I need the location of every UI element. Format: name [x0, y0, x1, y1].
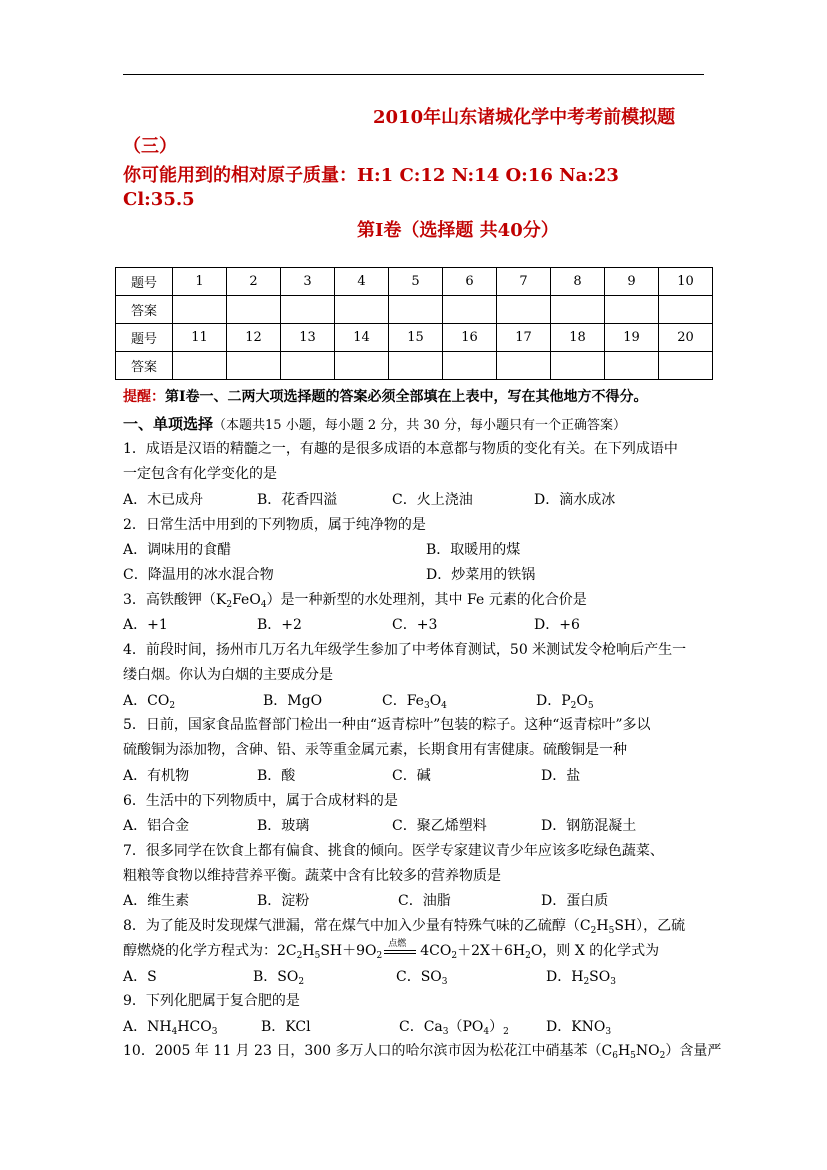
option: B．酸	[257, 768, 296, 784]
question-number: 11	[173, 324, 227, 352]
reaction-condition: 点燃	[388, 939, 407, 949]
option: D．炒菜用的铁锅	[426, 567, 536, 583]
question-number: 15	[389, 324, 443, 352]
option: B．取暖用的煤	[426, 542, 521, 558]
question-number: 20	[659, 324, 713, 352]
answer-cell[interactable]	[173, 352, 227, 380]
question-text: 2．日常生活中用到的下列物质，属于纯净物的是	[123, 517, 426, 533]
text-span: 3．高铁酸钾（K	[123, 592, 227, 608]
answer-cell[interactable]	[335, 352, 389, 380]
exam-title-part: （三）	[123, 136, 177, 157]
text-span: D．P	[536, 693, 571, 709]
table-row	[116, 268, 713, 296]
text-span: C．SO	[396, 969, 442, 985]
text-span: ）含量严	[665, 1043, 722, 1059]
option: C．碱	[392, 768, 431, 784]
question-number: 4	[335, 268, 389, 296]
question-number: 8	[551, 268, 605, 296]
equals-line	[384, 950, 416, 951]
option: B．MgO	[263, 693, 323, 709]
text-span: SH），乙硫	[614, 918, 686, 934]
option: B．$SO_2$	[253, 969, 305, 987]
header-rule	[123, 74, 704, 75]
atomic-mass-line-2: Cl:35.5	[123, 189, 195, 210]
text-span: （PO	[448, 1019, 484, 1035]
answer-cell[interactable]	[497, 352, 551, 380]
text-span: O，则 X 的化学式为	[530, 943, 660, 959]
question-number: 1	[173, 268, 227, 296]
text-span: ）是一种新型的水处理剂，其中 Fe 元素的化合价是	[266, 592, 587, 608]
option: B．淀粉	[257, 893, 310, 909]
text-span: A．NH	[123, 1019, 172, 1035]
equals-line	[384, 953, 416, 954]
question-number: 13	[281, 324, 335, 352]
text-span: SH＋9O	[320, 943, 377, 959]
row-label: 题号	[116, 268, 173, 296]
option: A．维生素	[123, 893, 190, 909]
question-text: 硫酸铜为添加物，含砷、铅、汞等重金属元素，长期食用有害健康。硫酸铜是一种	[123, 742, 627, 758]
part1-heading-line	[123, 413, 626, 434]
option: A．有机物	[123, 768, 190, 784]
answer-cell[interactable]	[227, 296, 281, 324]
option: B．玻璃	[257, 818, 310, 834]
row-label: 题号	[116, 324, 173, 352]
text-span: SO	[589, 969, 611, 985]
table-row	[116, 352, 713, 380]
text-span: C．Ca	[399, 1019, 443, 1035]
text-span: ）	[489, 1019, 504, 1035]
answer-cell[interactable]	[281, 352, 335, 380]
table-row	[116, 296, 713, 324]
option: D．蛋白质	[541, 893, 609, 909]
part1-note: （本题共15 小题，每小题 2 分，共 30 分，每小题只有一个正确答案）	[213, 418, 627, 433]
option: D．$H_2SO_3$	[546, 969, 616, 987]
answer-cell[interactable]	[227, 352, 281, 380]
option: D．钢筋混凝土	[541, 818, 637, 834]
section-title: 第Ⅰ卷（选择题 共40分）	[357, 220, 559, 241]
answer-cell[interactable]	[605, 296, 659, 324]
answer-cell[interactable]	[605, 352, 659, 380]
option: D．$P_2O_5$	[536, 693, 594, 711]
question-number: 3	[281, 268, 335, 296]
question-number: 16	[443, 324, 497, 352]
question-number: 9	[605, 268, 659, 296]
text-span: NO	[635, 1043, 660, 1059]
question-text: 7．很多同学在饮食上都有偏食、挑食的倾向。医学专家建议青少年应该多吃绿色蔬菜、	[123, 843, 664, 859]
part1-heading: 一、单项选择	[123, 415, 214, 433]
text-span: HCO	[177, 1019, 212, 1035]
option: A．+1	[123, 617, 168, 633]
answer-cell[interactable]	[335, 296, 389, 324]
question-number: 12	[227, 324, 281, 352]
text-span: FeO	[232, 592, 261, 608]
text-span: B．SO	[253, 969, 299, 985]
option: C．聚乙烯塑料	[392, 818, 487, 834]
option: A．调味用的食醋	[123, 542, 232, 558]
answer-cell[interactable]	[659, 296, 713, 324]
question-number: 2	[227, 268, 281, 296]
answer-cell[interactable]	[389, 352, 443, 380]
answer-table	[115, 267, 713, 380]
text-span: 4CO	[420, 943, 452, 959]
text-span: 10．2005 年 11 月 23 日，300 多万人口的哈尔滨市因为松花江中硝基苯（C	[123, 1043, 613, 1059]
text-span: H	[596, 918, 609, 934]
option: C．$Ca_3(PO_4)_2$	[399, 1019, 509, 1037]
answer-cell[interactable]	[173, 296, 227, 324]
question-text: 9．下列化肥属于复合肥的是	[123, 993, 300, 1009]
text-span: O	[576, 693, 588, 709]
option: A．铝合金	[123, 818, 190, 834]
question-text: 10．2005 年 11 月 23 日，300 多万人口的哈尔滨市因为松花江中硝基苯$(C_6H_5NO_2)$含量严	[123, 1043, 722, 1061]
option: C．$SO_3$	[396, 969, 448, 987]
exam-title: 2010年山东诸城化学中考考前模拟题	[373, 107, 676, 128]
question-text: 1．成语是汉语的精髓之一，有趣的是很多成语的本意都与物质的变化有关。在下列成语中	[123, 441, 678, 457]
answer-cell[interactable]	[281, 296, 335, 324]
option: A．$NH_4HCO_3$	[123, 1019, 218, 1037]
hint-label: 提醒：	[123, 389, 165, 405]
question-number: 18	[551, 324, 605, 352]
reaction-arrow	[382, 939, 420, 958]
question-text: 4．前段时间，扬州市几万名九年级学生参加了中考体育测试，50 米测试发令枪响后产生一	[123, 642, 687, 658]
question-text: 6．生活中的下列物质中，属于合成材料的是	[123, 793, 398, 809]
option: A．木已成舟	[123, 492, 204, 508]
question-number: 17	[497, 324, 551, 352]
question-number: 19	[605, 324, 659, 352]
option: C．油脂	[398, 893, 451, 909]
option: C．$Fe_3O_4$	[382, 693, 447, 711]
question-text: 5．日前，国家食品监督部门检出一种由“返青棕叶”包装的粽子。这种“返青棕叶”多以	[123, 717, 651, 733]
answer-cell[interactable]	[551, 352, 605, 380]
option: D．盐	[541, 768, 581, 784]
question-text: 一定包含有化学变化的是	[123, 466, 277, 482]
option: B．KCl	[261, 1019, 311, 1035]
question-text: 8．为了能及时发现煤气泄漏，常在煤气中加入少量有特殊气味的乙硫醇$(C_2H_5SH)$，乙硫	[123, 918, 686, 936]
option: A．$CO_2$	[123, 693, 176, 711]
question-number: 14	[335, 324, 389, 352]
text-span: ＋2X＋6H	[457, 943, 526, 959]
option: D．滴水成冰	[534, 492, 616, 508]
text-span: H	[302, 943, 315, 959]
question-number: 6	[443, 268, 497, 296]
option: C．+3	[392, 617, 438, 633]
atomic-mass-line: 你可能用到的相对原子质量：H:1 C:12 N:14 O:16 Na:23	[123, 165, 619, 186]
answer-cell[interactable]	[389, 296, 443, 324]
option: D．+6	[534, 617, 580, 633]
text-span: D．H	[546, 969, 584, 985]
option: D．$KNO_3$	[546, 1019, 612, 1037]
option: B．花香四溢	[257, 492, 338, 508]
answer-cell[interactable]	[497, 296, 551, 324]
question-text: 3．高铁酸钾$(K_2FeO_4)$是一种新型的水处理剂，其中 Fe 元素的化合价是	[123, 592, 587, 610]
text-span: O	[429, 693, 442, 709]
text-span: C．Fe	[382, 693, 424, 709]
hint-text: 第Ⅰ卷一、二两大项选择题的答案必须全部填在上表中，写在其他地方不得分。	[165, 389, 648, 405]
question-number: 7	[497, 268, 551, 296]
answer-cell[interactable]	[659, 352, 713, 380]
option: B．+2	[257, 617, 302, 633]
question-text: 缕白烟。你认为白烟的主要成分是	[123, 667, 333, 683]
option: A．S	[123, 969, 157, 985]
equation-line: 醇燃烧的化学方程式为：$2C_2H_5SH+9O_2$ 点燃 $4CO_2+2X+6H_2O$，则 X 的化学式为	[123, 940, 659, 961]
answer-cell[interactable]	[551, 296, 605, 324]
row-label: 答案	[116, 296, 173, 324]
table-row	[116, 324, 713, 352]
text-span: 醇燃烧的化学方程式为：2C	[123, 943, 297, 959]
question-number: 10	[659, 268, 713, 296]
row-label: 答案	[116, 352, 173, 380]
option: C．降温用的冰水混合物	[123, 567, 274, 583]
question-number: 5	[389, 268, 443, 296]
answer-cell[interactable]	[443, 352, 497, 380]
question-text: 粗粮等食物以维持营养平衡。蔬菜中含有比较多的营养物质是	[123, 868, 501, 884]
hint-line	[123, 386, 648, 406]
text-span: H	[617, 1043, 631, 1059]
option: C．火上浇油	[392, 492, 473, 508]
text-span: D．KNO	[546, 1019, 606, 1035]
text-span: A．CO	[123, 693, 170, 709]
text-span: 8．为了能及时发现煤气泄漏，常在煤气中加入少量有特殊气味的乙硫醇（C	[123, 918, 591, 934]
answer-cell[interactable]	[443, 296, 497, 324]
